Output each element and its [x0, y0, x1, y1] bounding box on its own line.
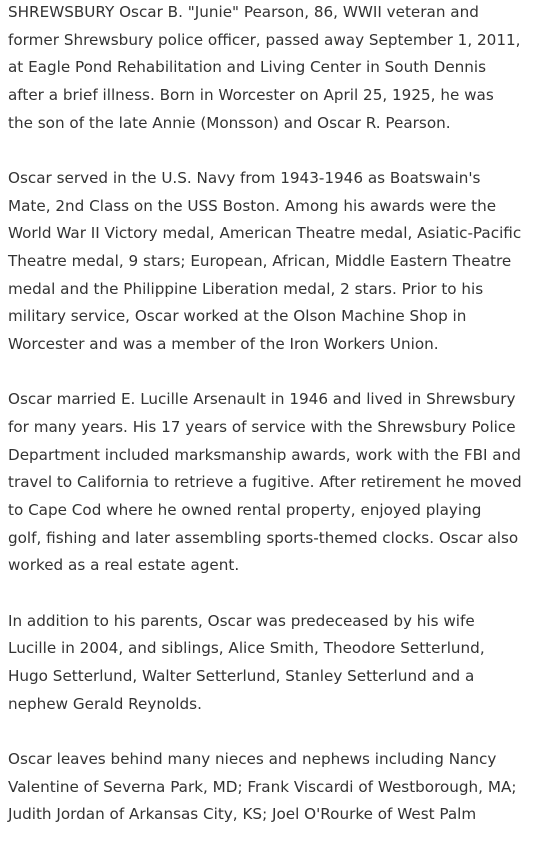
text-line: former Shrewsbury police officer, passed away September 1, 2011, [8, 30, 521, 49]
obituary-document [8, 0, 552, 856]
text-line: Oscar leaves behind many nieces and nephews including Nancy [8, 749, 497, 768]
paragraph-marriage-career [8, 386, 552, 580]
text-line: Judith Jordan of Arkansas City, KS; Joel O'Rourke of West Palm [8, 805, 477, 824]
text-line: golf, fishing and later assembling sports-themed clocks. Oscar also [8, 528, 519, 547]
text-line: Oscar married E. Lucille Arsenault in 1946 and lived in Shrewsbury [8, 390, 516, 409]
paragraph-survivors [8, 746, 552, 829]
text-line: Theatre medal, 9 stars; European, African, Middle Eastern Theatre [8, 252, 512, 270]
text-line: Oscar served in the U.S. Navy from 1943-1946 as Boatswain's [8, 168, 481, 187]
text-line: at Eagle Pond Rehabilitation and Living Center in South Dennis [8, 58, 487, 77]
text-line: Mate, 2nd Class on the USS Boston. Among his awards were the [8, 196, 497, 215]
text-line: military service, Oscar worked at the Olson Machine Shop in [8, 307, 467, 326]
text-line: In addition to his parents, Oscar was predeceased by his wife [8, 611, 475, 630]
text-line: Lucille in 2004, and siblings, Alice Smith, Theodore Setterlund, [8, 639, 485, 658]
text-line: World War II Victory medal, American Theatre medal, Asiatic-Pacific [8, 224, 522, 243]
paragraph-military-service [8, 165, 552, 359]
paragraph-predeceased [8, 608, 552, 719]
paragraph-intro [8, 0, 552, 137]
text-line: after a brief illness. Born in Worcester on April 25, 1925, he was [8, 86, 494, 105]
text-line: the son of the late Annie (Monsson) and Oscar R. Pearson. [8, 113, 451, 132]
text-line: SHREWSBURY Oscar B. "Junie" Pearson, 86, WWII veteran and [8, 3, 479, 21]
text-line: Worcester and was a member of the Iron Workers Union. [8, 335, 439, 354]
text-line: Hugo Setterlund, Walter Setterlund, Stanley Setterlund and a [8, 666, 475, 685]
text-line: nephew Gerald Reynolds. [8, 694, 202, 713]
text-line: medal and the Philippine Liberation medal, 2 stars. Prior to his [8, 279, 484, 298]
text-line: worked as a real estate agent. [8, 556, 240, 575]
text-line: for many years. His 17 years of service with the Shrewsbury Police [8, 417, 516, 436]
text-line: Department included marksmanship awards, work with the FBI and [8, 445, 521, 464]
text-line: to Cape Cod where he owned rental property, enjoyed playing [8, 501, 482, 519]
text-line: Valentine of Severna Park, MD; Frank Viscardi of Westborough, MA; [8, 777, 517, 796]
text-line: travel to California to retrieve a fugitive. After retirement he moved [8, 473, 522, 492]
